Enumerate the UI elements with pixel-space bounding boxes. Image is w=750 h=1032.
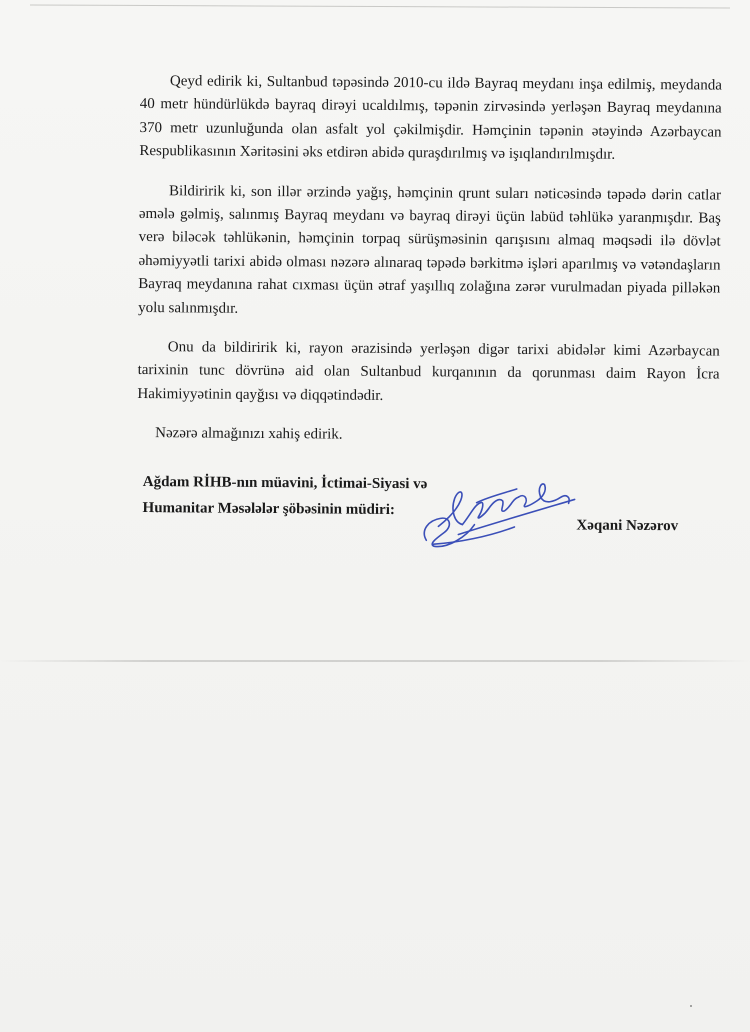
paragraph-2: Bildiririk ki, son illər ərzində yağış, həmçinin qrunt suları nəticəsində təpədə dərin catlar əmələ gəlmiş, salınmış Bayraq meydanı və bayraq dirəyi üçün labüd təhlükə yaranmışdır. Baş verə biləcək təhlükənin, həmçinin torpaq sürüşməsinin qarışısını almaq məqsədi ilə dövlət əhəmiyyətli tarixi abidə olması nəzərə alınaraq təpədə bərkitmə işləri aparılmış və vətəndaşların Bayraq meydanına rahat cıxması üçün ətraf yaşıllıq zolağına zərər vurulmadan piyada pilləkən yolu salınmışdır. xyxy=(138,182,722,317)
paragraph-1: Qeyd edirik ki, Sultanbud təpəsində 2010-cu ildə Bayraq meydanı inşa edilmiş, meydanda 40 metr hündürlükdə bayraq dirəyi ucaldılmış, təpənin zirvəsində yerləşən Bayraq meydanına 370 metr uzunluğunda olan asfalt yol çəkilmişdir. Həmçinin təpənin ətəyində Azərbaycan Respublikasının Xəritəsini əks etdirən abidə quraşdırılmış və işıqlandırılmışdır. xyxy=(139,73,722,163)
signatory-name: Xəqani Nəzərov xyxy=(576,517,679,534)
letter-body xyxy=(136,70,722,564)
signatory-title-line-2: Humanitar Məsələlər şöbəsinin müdiri: xyxy=(142,499,395,518)
scan-edge-line xyxy=(30,4,730,8)
paragraph-3: Onu da bildiririk ki, rayon ərazisində yerləşən digər tarixi abidələr kimi Azərbaycan tarixinin tunc dövrünə aid olan Sultanbud kurqanının da qorunması daim Rayon İcra Hakimiyyətinin qayğısı və diqqətindədir. xyxy=(137,339,720,404)
closing-line: Nəzərə almağınızı xahiş edirik. xyxy=(155,425,343,443)
scan-speck xyxy=(690,1005,692,1007)
handwritten-signature xyxy=(418,474,579,551)
signature-block xyxy=(136,470,719,565)
signatory-title-line-1: Ağdam RİHB-nın müavini, İctimai-Siyasi və xyxy=(142,473,428,492)
paper-fold-line xyxy=(0,660,750,662)
